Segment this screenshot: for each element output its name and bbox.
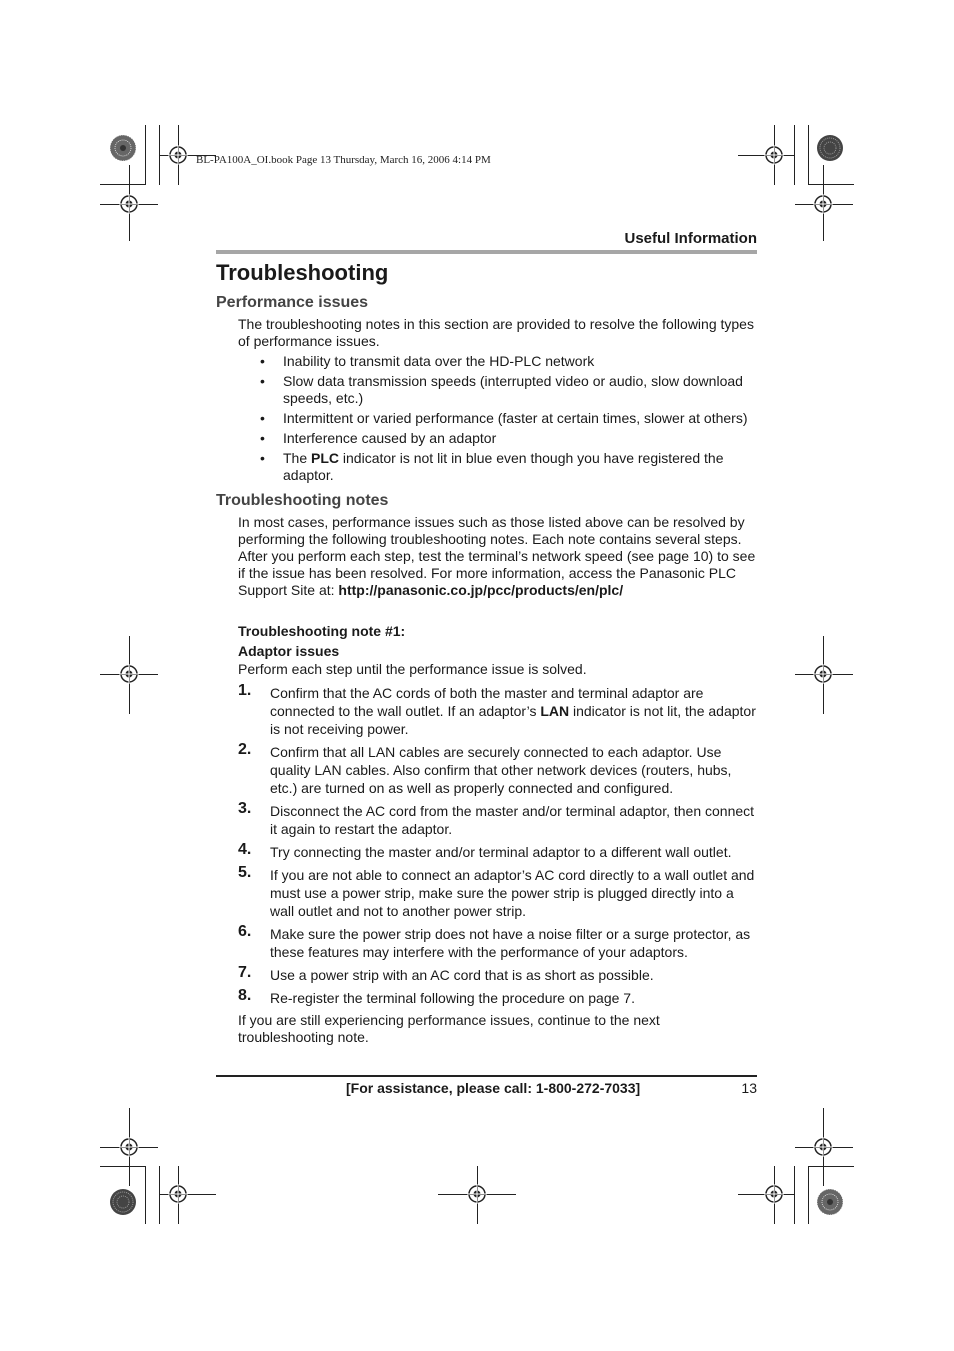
step-number: 1. bbox=[238, 682, 252, 699]
note1-label: Troubleshooting note #1: bbox=[238, 623, 406, 639]
crosshair-icon bbox=[764, 145, 784, 165]
crosshair-icon bbox=[119, 194, 139, 214]
footer-rule bbox=[216, 1075, 757, 1077]
rosette-icon bbox=[109, 134, 137, 162]
step-item: 1. Confirm that the AC cords of both the master and terminal adaptor are connected to the wall outlet. If an adaptor’s LAN indicator is not lit, the adaptor is not receiving power. bbox=[238, 682, 756, 737]
rosette-icon bbox=[816, 134, 844, 162]
bullet-icon: • bbox=[260, 410, 265, 426]
bullet-icon: • bbox=[260, 450, 265, 466]
list-item: • Interference caused by an adaptor bbox=[260, 430, 497, 446]
rosette-icon bbox=[816, 1188, 844, 1216]
performance-intro: The troubleshooting notes in this section are provided to resolve the following types of performance issues. bbox=[238, 316, 754, 349]
plc-indicator-label: PLC bbox=[311, 450, 340, 466]
step-number: 2. bbox=[238, 741, 252, 758]
crosshair-icon bbox=[467, 1184, 487, 1204]
section-header: Useful Information bbox=[624, 230, 757, 247]
list-item: • Intermittent or varied performance (faster at certain times, slower at others) bbox=[260, 410, 748, 426]
step-number: 4. bbox=[238, 841, 252, 858]
bullet-icon: • bbox=[260, 373, 265, 389]
step-item: 4. Try connecting the master and/or terminal adaptor to a different wall outlet. bbox=[238, 841, 732, 860]
list-item: • The PLC indicator is not lit in blue even though you have registered the adaptor. bbox=[260, 450, 724, 483]
step-number: 5. bbox=[238, 864, 252, 881]
step-number: 7. bbox=[238, 964, 252, 981]
book-slug: BL-PA100A_OI.book Page 13 Thursday, March 16, 2006 4:14 PM bbox=[196, 154, 491, 166]
lan-indicator-label: LAN bbox=[540, 703, 570, 719]
step-item: 7. Use a power strip with an AC cord that is as short as possible. bbox=[238, 964, 654, 983]
crosshair-icon bbox=[813, 1137, 833, 1157]
assistance-line: [For assistance, please call: 1-800-272-7033] bbox=[346, 1080, 641, 1096]
note1-instruction: Perform each step until the performance issue is solved. bbox=[238, 661, 587, 677]
notes-heading: Troubleshooting notes bbox=[216, 492, 389, 509]
crosshair-icon bbox=[168, 145, 188, 165]
note1-steps bbox=[238, 684, 757, 1007]
crosshair-icon bbox=[119, 664, 139, 684]
step-number: 3. bbox=[238, 800, 252, 817]
step-item: 8. Re-register the terminal following the procedure on page 7. bbox=[238, 987, 635, 1006]
notes-section bbox=[238, 514, 757, 1046]
rosette-icon bbox=[109, 1188, 137, 1216]
step-item: 5. If you are not able to connect an adaptor’s AC cord directly to a wall outlet and must use a power strip, make sure the power strip is plugged directly into a wall outlet and not to another power strip. bbox=[238, 864, 755, 919]
performance-heading: Performance issues bbox=[216, 294, 369, 311]
support-url: http://panasonic.co.jp/pcc/products/en/plc/ bbox=[338, 582, 624, 598]
crosshair-icon bbox=[813, 194, 833, 214]
performance-section bbox=[238, 316, 757, 484]
list-item: • Inability to transmit data over the HD-PLC network bbox=[260, 353, 595, 369]
list-item: • Slow data transmission speeds (interrupted video or audio, slow download speeds, etc.) bbox=[260, 373, 743, 406]
step-number: 8. bbox=[238, 987, 252, 1004]
step-item: 2. Confirm that all LAN cables are securely connected to each adaptor. Use quality LAN cables. Also confirm that other network devices (routers, hubs, etc.) are turned on as well as properly connected and configured. bbox=[238, 741, 732, 796]
step-item: 6. Make sure the power strip does not have a noise filter or a surge protector, as these features may interfere with the performance of your adaptors. bbox=[238, 923, 751, 960]
header-rule bbox=[216, 250, 757, 254]
bullet-icon: • bbox=[260, 430, 265, 446]
crosshair-icon bbox=[764, 1184, 784, 1204]
page-content bbox=[216, 258, 757, 1046]
page-title: Troubleshooting bbox=[216, 260, 389, 285]
notes-intro: In most cases, performance issues such as those listed above can be resolved by performing the following troubleshooting notes. Each note contains several steps. After you perform each step, test the terminal’s network speed (see page 10) to see if the issue has been resolved. For more information, access the Panasonic PLC Support Site at: http://panasonic.co.jp/pcc/products/en/plc/ bbox=[238, 514, 756, 598]
crosshair-icon bbox=[168, 1184, 188, 1204]
step-number: 6. bbox=[238, 923, 252, 940]
performance-list bbox=[238, 353, 757, 484]
page-number: 13 bbox=[741, 1080, 757, 1096]
note1-title: Adaptor issues bbox=[238, 643, 340, 659]
bullet-icon: • bbox=[260, 353, 265, 369]
crosshair-icon bbox=[119, 1137, 139, 1157]
note1-closing: If you are still experiencing performance issues, continue to the next troubleshooting note. bbox=[238, 1012, 660, 1045]
step-item: 3. Disconnect the AC cord from the master and/or terminal adaptor, then connect it again to restart the adaptor. bbox=[238, 800, 755, 837]
crosshair-icon bbox=[813, 664, 833, 684]
